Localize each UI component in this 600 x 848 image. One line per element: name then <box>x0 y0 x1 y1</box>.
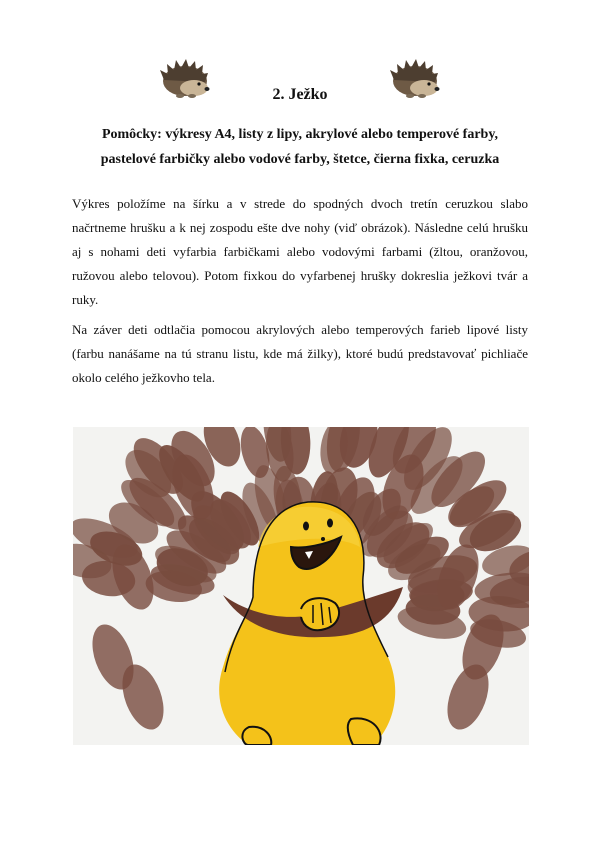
tools-list <box>60 122 540 172</box>
instructions-paragraph: Na záver deti odtlačia pomocou akrylových alebo temperových farieb lipové listy (farbu nanášame na tú stranu listu, kde má žilky), ktoré budú predstavovať pichliače okolo celého ježkovho tela. <box>72 322 528 385</box>
page-title: 2. Ježko <box>272 86 328 103</box>
hedgehog-eye <box>303 522 309 531</box>
instructions-paragraph: Výkres položíme na šírku a v strede do spodných dvoch tretín ceruzkou slabo načrtneme hrušku a k nej zospodu ešte dve nohy (viď obrázok). Následne celú hrušku aj s nohami deti vyfarbia farbičkami alebo vodovými farbami (žltou, oranžovou, ružovou alebo telovou). Potom fixkou do vyfarbenej hrušky dokreslia ježkovi tvár a ruky. <box>72 196 528 307</box>
tools-line: pastelové farbičky alebo vodové farby, štetce, čierna fixka, ceruzka <box>100 152 500 167</box>
hedgehog-hands <box>301 598 339 630</box>
hedgehog-craft-photo <box>73 427 529 745</box>
tools-line: Pomôcky: výkresy A4, listy z lipy, akrylové alebo temperové farby, <box>101 127 499 142</box>
hedgehog-eye <box>327 519 333 528</box>
